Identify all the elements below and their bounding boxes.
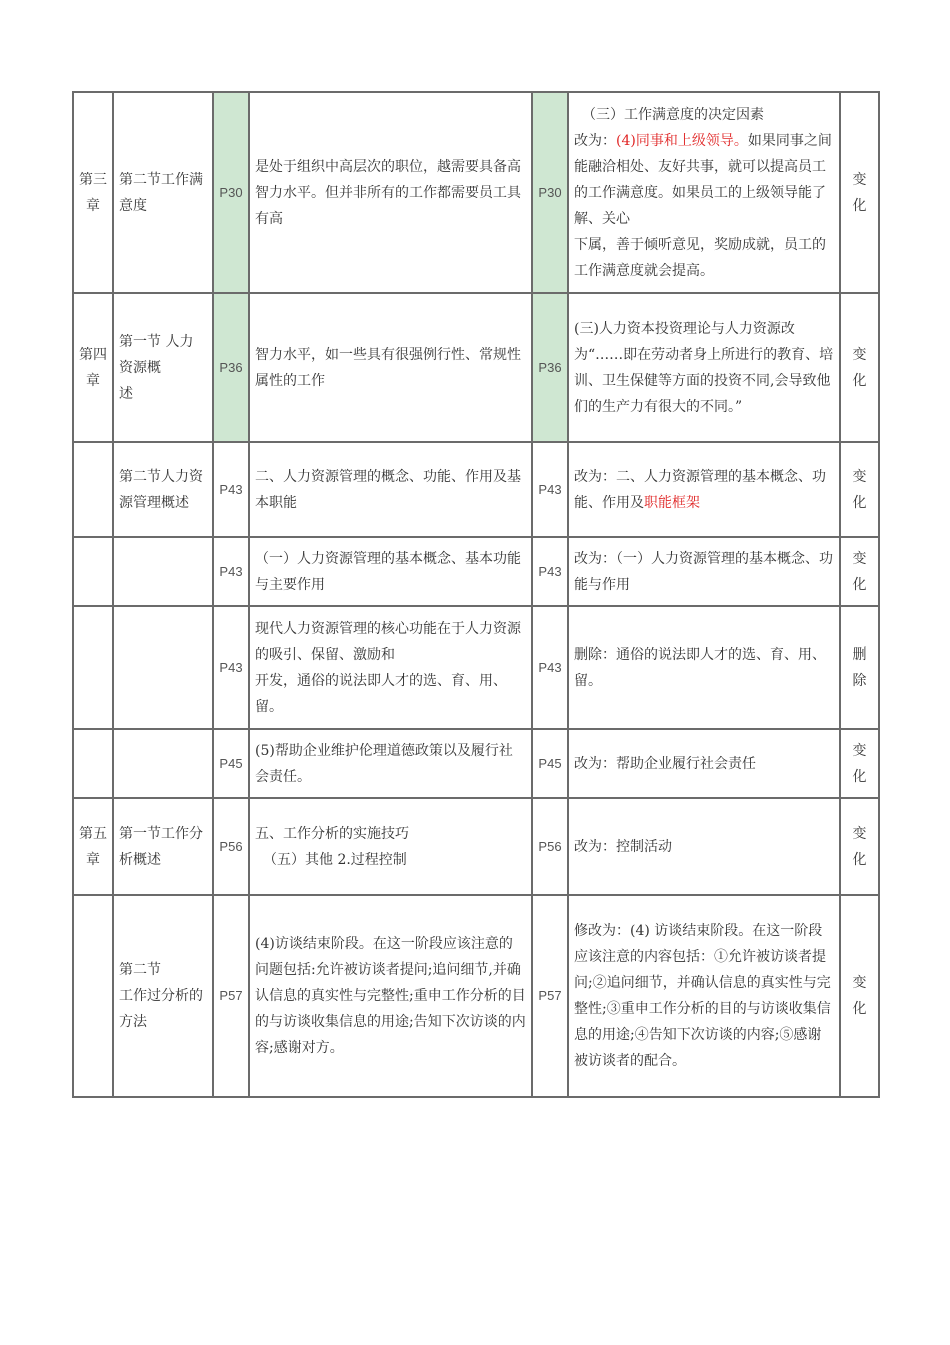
section-cell: 第二节工作满意度 [113,92,213,293]
chapter-cell [73,729,113,798]
page-new-cell: P45 [532,729,568,798]
original-cell: (4)访谈结束阶段。在这一阶段应该注意的问题包括:允许被访谈者提问;追问细节,并确认信息的真实性与完整性;重申工作分析的目的与访谈收集信息的用途;告知下次访谈的内容;感谢对方。 [249,895,532,1097]
table-row [73,293,879,442]
change-type-cell: 变化 [840,895,879,1097]
original-cell: 智力水平，如一些具有很强例行性、常规性属性的工作 [249,293,532,442]
revised-cell [568,92,840,293]
page-old-cell: P56 [213,798,249,895]
change-type-cell: 删除 [840,606,879,729]
page-new-cell: P57 [532,895,568,1097]
chapter-cell: 第三章 [73,92,113,293]
change-type-cell: 变化 [840,293,879,442]
change-type-cell: 变化 [840,442,879,537]
table-row [73,895,879,1097]
section-cell: 第一节工作分析概述 [113,798,213,895]
chapter-cell: 第五章 [73,798,113,895]
table-row [73,537,879,606]
section-cell: 第二节人力资源管理概述 [113,442,213,537]
section-cell: 第二节 工作过分析的方法 [113,895,213,1097]
original-cell: （一）人力资源管理的基本概念、基本功能与主要作用 [249,537,532,606]
original-cell: 五、工作分析的实施技巧 （五）其他 2.过程控制 [249,798,532,895]
revised-prefix: 改为： [574,132,616,149]
page-new-cell: P30 [532,92,568,293]
page-new-cell: P43 [532,442,568,537]
page-new-cell: P36 [532,293,568,442]
table-row [73,92,879,293]
revised-cell: 改为：（一）人力资源管理的基本概念、功能与作用 [568,537,840,606]
table-row [73,798,879,895]
change-type-cell: 变化 [840,798,879,895]
change-type-cell: 变化 [840,537,879,606]
page-old-cell: P43 [213,606,249,729]
revised-cell: 改为：控制活动 [568,798,840,895]
page-old-cell: P57 [213,895,249,1097]
revised-tail: 下属，善于倾听意见，奖励成就，员工的工作满意度就会提高。 [574,236,826,279]
page-old-cell: P45 [213,729,249,798]
original-cell: 二、人力资源管理的概念、功能、作用及基本职能 [249,442,532,537]
revised-cell: 修改为：(4) 访谈结束阶段。在这一阶段应该注意的内容包括：①允许被访谈者提问;②追问细节，并确认信息的真实性与完整性;③重申工作分析的目的与访谈收集信息的用途;④告知下次访谈的内容;⑤感谢被访谈者的配合。 [568,895,840,1097]
section-cell: 第一节 人力资源概 述 [113,293,213,442]
page-new-cell: P43 [532,537,568,606]
table-row [73,606,879,729]
change-type-cell: 变化 [840,92,879,293]
table-row [73,442,879,537]
chapter-cell [73,606,113,729]
revised-cell: 删除：通俗的说法即人才的选、育、用、留。 [568,606,840,729]
table-row [73,729,879,798]
page-old-cell: P36 [213,293,249,442]
original-cell: 现代人力资源管理的核心功能在于人力资源的吸引、保留、激励和 开发，通俗的说法即人才的选、育、用、留。 [249,606,532,729]
revised-highlight: 职能框架 [644,494,700,511]
chapter-cell [73,895,113,1097]
revised-text: 如果同事之间能融洽相处、友好共事，就可以提高员工的工作满意度。如果员工的上级领导能了解、关心 [574,132,832,227]
revised-heading: （三）工作满意度的决定因素 [582,106,764,123]
page-old-cell: P30 [213,92,249,293]
page-old-cell: P43 [213,537,249,606]
chapter-cell [73,442,113,537]
revised-highlight: (4)同事和上级领导。 [616,132,748,149]
original-cell: 是处于组织中高层次的职位，越需要具备高智力水平。但并非所有的工作都需要员工具有高 [249,92,532,293]
chapter-cell [73,537,113,606]
revised-cell: 改为：二、人力资源管理的基本概念、功能、作用及职能框架 [568,442,840,537]
change-type-cell: 变化 [840,729,879,798]
chapter-cell: 第四章 [73,293,113,442]
section-cell [113,537,213,606]
page-new-cell: P56 [532,798,568,895]
page-new-cell: P43 [532,606,568,729]
section-cell [113,606,213,729]
original-cell: (5)帮助企业维护伦理道德政策以及履行社会责任。 [249,729,532,798]
page-old-cell: P43 [213,442,249,537]
revised-cell: (三)人力资本投资理论与人力资源改为“……即在劳动者身上所进行的教育、培训、卫生保健等方面的投资不同,会导致他们的生产力有很大的不同。” [568,293,840,442]
revision-table [72,91,880,1098]
revised-cell: 改为：帮助企业履行社会责任 [568,729,840,798]
section-cell [113,729,213,798]
